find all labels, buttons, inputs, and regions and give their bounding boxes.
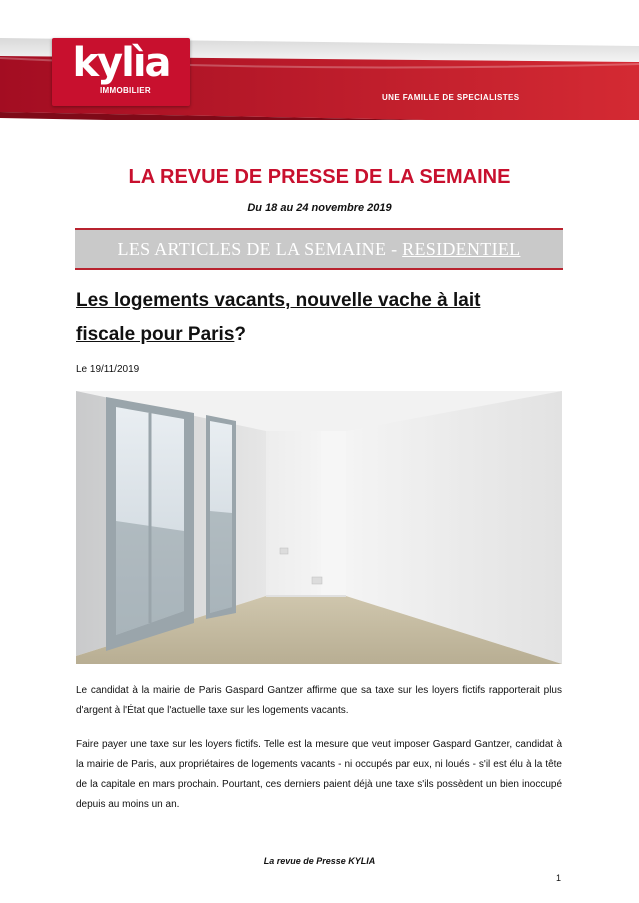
page-title: LA REVUE DE PRESSE DE LA SEMAINE: [128, 166, 511, 188]
section-header: [75, 228, 563, 270]
section-prefix: LES ARTICLES DE LA SEMAINE -: [117, 239, 403, 259]
footer-text: La revue de Presse KYLIA: [263, 856, 376, 866]
article-photo: [76, 391, 562, 664]
header-banner: [0, 0, 639, 120]
article-title-end: ?: [234, 324, 247, 345]
date-range-subtitle: Du 18 au 24 novembre 2019: [247, 202, 392, 214]
section-highlight: RESIDENTIEL: [402, 239, 521, 259]
header-tagline: UNE FAMILLE DE SPECIALISTES: [382, 93, 520, 102]
article-title-line1: Les logements vacants, nouvelle vache à lait: [76, 290, 481, 311]
article-paragraph-2: Faire payer une taxe sur les loyers fictifs. Telle est la mesure que veut imposer Gaspard Gantzer, candidat à la mairie de Paris, aux propriétaires de logements vacants - ni occupés par eux, ni loués - s'il est élu à la tête de la capitale en mars prochain. Pourtant, ces derniers paient déjà une taxe s'ils possèdent un bien inoccupé depuis au moins un an.: [76, 739, 562, 810]
logo-subtext: IMMOBILIER: [100, 86, 151, 95]
article-title-line2: fiscale pour Paris: [76, 324, 235, 345]
room-illustration: [76, 391, 562, 664]
article-paragraph-1: Le candidat à la mairie de Paris Gaspard Gantzer affirme que sa taxe sur les loyers fictifs rapporterait plus d'argent à l'État que l'actuelle taxe sur les logements vacants.: [76, 685, 562, 716]
logo-wordmark: kylìa: [72, 40, 170, 86]
page-number: 1: [556, 873, 562, 883]
section-title: [75, 239, 563, 260]
article-date: Le 19/11/2019: [76, 364, 140, 375]
article-title: [76, 284, 556, 352]
